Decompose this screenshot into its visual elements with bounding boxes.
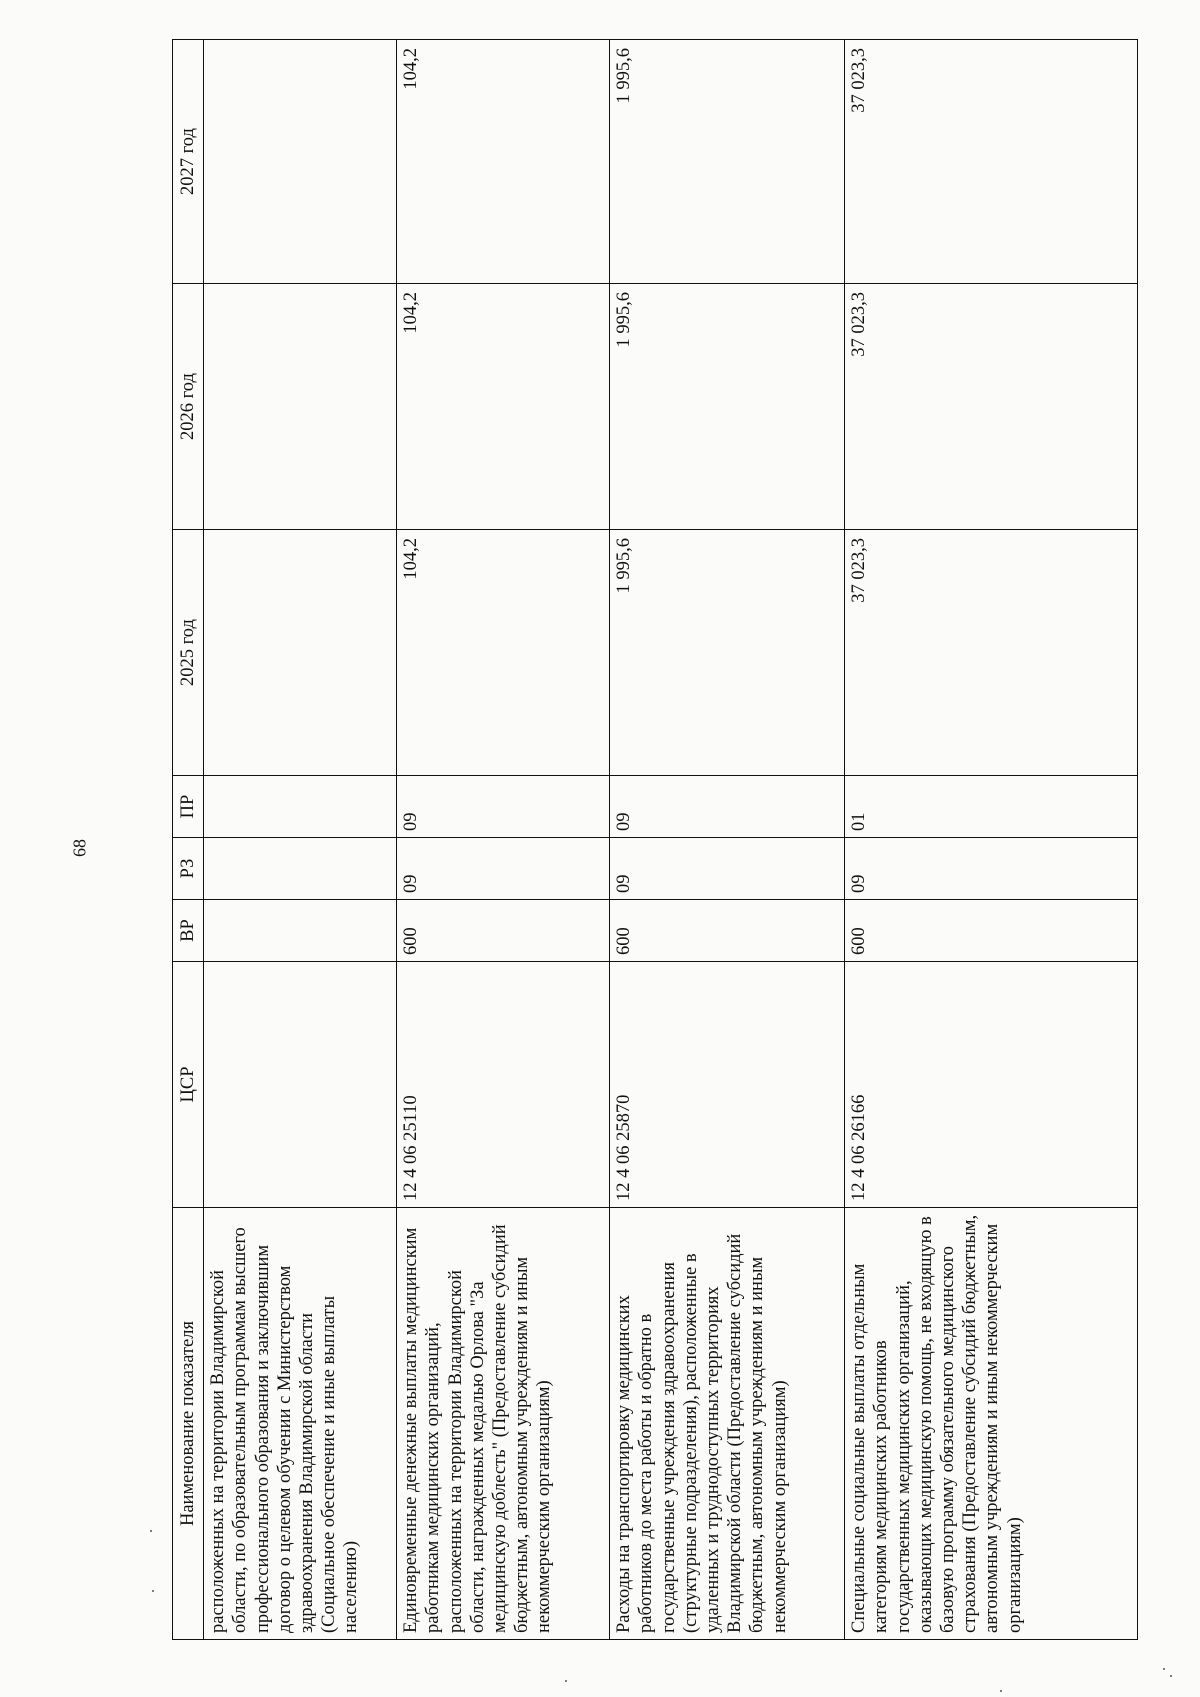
- cell-pr: 01: [845, 776, 1138, 838]
- header-2027: 2027 год: [173, 40, 204, 284]
- header-2025: 2025 год: [173, 530, 204, 776]
- cell-2027: 37 023,3: [845, 40, 1138, 284]
- budget-table: [172, 39, 1138, 1640]
- cell-name: Единовременные денежные выплаты медицинским работникам медицинских организаций, расположенных на территории Владимирской области, награжденных медалью Орлова "За медицинскую доблесть" (Предоставление субсидий бюджетным, автономным учреждениям и иным некоммерческим организациям): [397, 1208, 610, 1640]
- cell-2027: 104,2: [397, 40, 610, 284]
- cell-rz: 09: [845, 838, 1138, 900]
- cell-pr: 09: [610, 776, 845, 838]
- header-pr: ПР: [173, 776, 204, 838]
- table-row: [610, 40, 845, 1640]
- cell-name: Специальные социальные выплаты отдельным категориям медицинских работников государственных медицинских организаций, оказывающих медицинскую помощь, не входящую в базовую программу обязательного медицинского страхования (Предоставление субсидий бюджетным, автономным учреждениям и иным некоммерческим организациям): [845, 1208, 1138, 1640]
- cell-csr: 12 4 06 26166: [845, 962, 1138, 1208]
- table-row: [845, 40, 1138, 1640]
- cell-2025: 1 995,6: [610, 530, 845, 776]
- cell-rz: 09: [610, 838, 845, 900]
- cell-vr: [204, 900, 397, 962]
- cell-2026: 1 995,6: [610, 284, 845, 530]
- cell-2025: 104,2: [397, 530, 610, 776]
- header-rz: РЗ: [173, 838, 204, 900]
- scan-speck: [1170, 1675, 1172, 1677]
- table-row: [204, 40, 397, 1640]
- cell-pr: [204, 776, 397, 838]
- rotated-table-container: [172, 40, 1172, 1640]
- cell-2026: 104,2: [397, 284, 610, 530]
- header-vr: ВР: [173, 900, 204, 962]
- header-name: Наименование показателя: [173, 1208, 204, 1640]
- cell-2027: 1 995,6: [610, 40, 845, 284]
- cell-vr: 600: [397, 900, 610, 962]
- cell-vr: 600: [845, 900, 1138, 962]
- scan-speck: [1163, 1668, 1165, 1670]
- header-2026: 2026 год: [173, 284, 204, 530]
- scan-speck: [565, 1680, 567, 1682]
- scan-speck: [1000, 1690, 1002, 1692]
- cell-csr: 12 4 06 25870: [610, 962, 845, 1208]
- cell-pr: 09: [397, 776, 610, 838]
- table-header-row: [173, 40, 204, 1640]
- cell-2025: 37 023,3: [845, 530, 1138, 776]
- cell-name: Расходы на транспортировку медицинских работников до места работы и обратно в государственные учреждения здравоохранения (структурные подразделения), расположенные в удаленных и труднодоступных территориях Владимирской области (Предоставление субсидий бюджетным, автономным учреждениям и иным некоммерческим организациям): [610, 1208, 845, 1640]
- cell-csr: 12 4 06 25110: [397, 962, 610, 1208]
- cell-name: расположенных на территории Владимирской области, по образовательным программам высшего профессионального образования и заключившим договор о целевом обучении с Министерством здравоохранения Владимирской области (Социальное обеспечение и иные выплаты населению): [204, 1208, 397, 1640]
- cell-rz: 09: [397, 838, 610, 900]
- cell-2026: 37 023,3: [845, 284, 1138, 530]
- cell-vr: 600: [610, 900, 845, 962]
- header-csr: ЦСР: [173, 962, 204, 1208]
- table-row: [397, 40, 610, 1640]
- cell-2027: [204, 40, 397, 284]
- page-number: 68: [69, 839, 90, 857]
- cell-rz: [204, 838, 397, 900]
- scan-speck: [150, 1530, 152, 1532]
- cell-csr: [204, 962, 397, 1208]
- scan-speck: [152, 1590, 154, 1592]
- cell-2026: [204, 284, 397, 530]
- cell-2025: [204, 530, 397, 776]
